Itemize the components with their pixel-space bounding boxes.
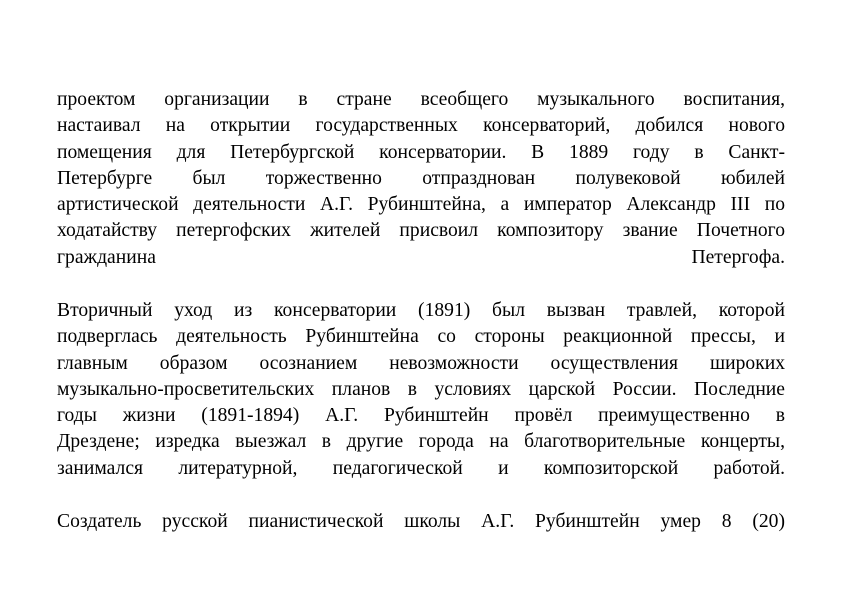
text-line: ходатайству петергофских жителей присвоил композитору звание Почетного xyxy=(57,220,785,242)
paragraph-2 xyxy=(57,298,785,482)
text-line: помещения для Петербургской консерватории. В 1889 году в Санкт- xyxy=(57,141,785,163)
text-line: музыкально-просветительских планов в условиях царской России. Последние xyxy=(57,378,785,400)
text-line: гражданина Петергофа. xyxy=(57,246,785,268)
text-line: Дрездене; изредка выезжал в другие города на благотворительные концерты, xyxy=(57,431,785,453)
paragraph-1 xyxy=(57,87,785,271)
text-line: настаивал на открытии государственных консерваторий, добился нового xyxy=(57,115,785,137)
text-line: проектом организации в стране всеобщего музыкального воспитания, xyxy=(57,89,785,110)
paragraph-3 xyxy=(57,509,785,535)
text-line: годы жизни (1891-1894) А.Г. Рубинштейн провёл преимущественно в xyxy=(57,405,785,427)
text-line: Вторичный уход из консерватории (1891) был вызван травлей, которой xyxy=(57,300,785,321)
text-line: главным образом осознанием невозможности осуществления широких xyxy=(57,352,785,374)
text-line: артистической деятельности А.Г. Рубинштейна, а император Александр III по xyxy=(57,194,785,216)
text-line: Создатель русской пианистической школы А.Г. Рубинштейн умер 8 (20) xyxy=(57,511,785,532)
text-line: подверглась деятельность Рубинштейна со стороны реакционной прессы, и xyxy=(57,326,785,348)
text-line: занимался литературной, педагогической и композиторской работой. xyxy=(57,457,785,479)
text-line: Петербурге был торжественно отпразднован полувековой юбилей xyxy=(57,167,785,189)
